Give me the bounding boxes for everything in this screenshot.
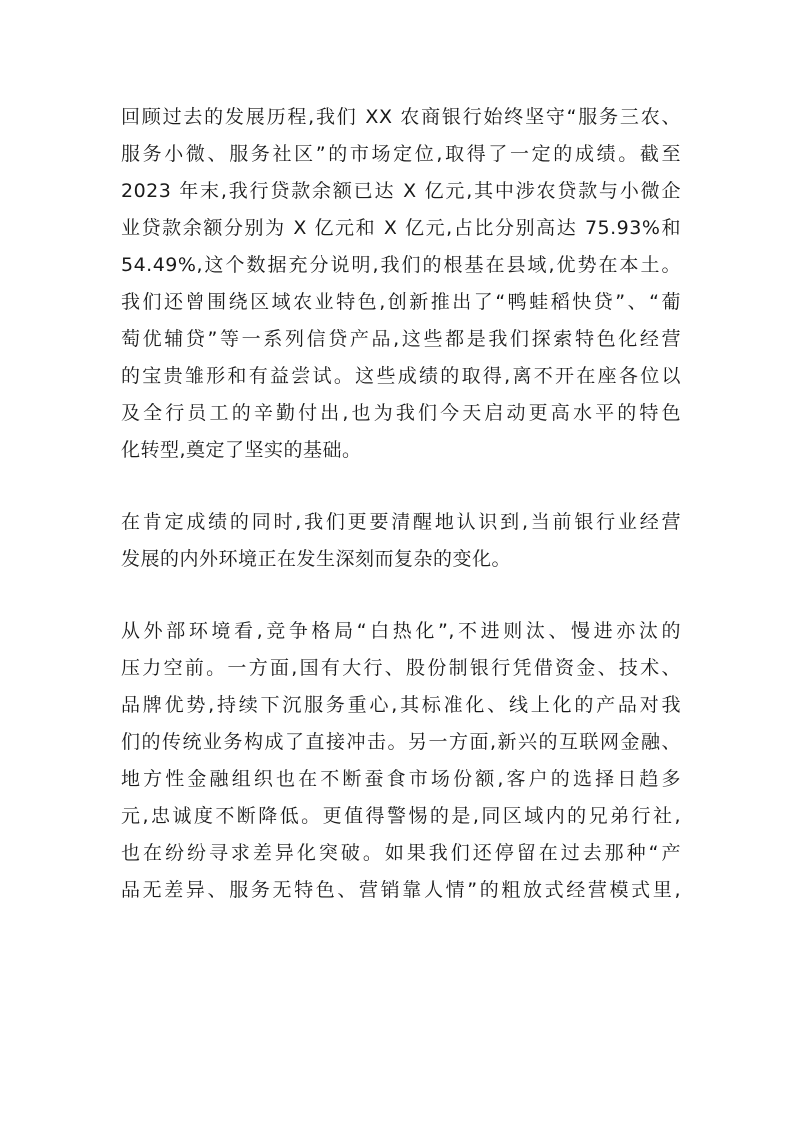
paragraph-spacer — [121, 469, 681, 504]
text-line: 们的传统业务构成了直接冲击。另一方面,新兴的互联网金融、 — [121, 731, 681, 753]
text-line: 也在纷纷寻求差异化突破。如果我们还停留在过去那种“产 — [121, 842, 681, 864]
text-line: 发展的内外环境正在发生深刻而复杂的变化。 — [121, 548, 512, 570]
text-line: 业贷款余额分别为 X 亿元和 X 亿元,占比分别高达 75.93%和 — [121, 217, 681, 239]
text-line: 2023 年末,我行贷款余额已达 X 亿元,其中涉农贷款与小微企 — [121, 180, 681, 202]
text-line: 品牌优势,持续下沉服务重心,其标准化、线上化的产品对我 — [121, 694, 681, 716]
text-line: 品无差异、服务无特色、营销靠人情”的粗放式经营模式里, — [121, 879, 681, 901]
text-line: 我们还曾围绕区域农业特色,创新推出了“鸭蛙稻快贷”、“葡 — [121, 291, 681, 313]
document-body — [121, 99, 681, 909]
text-line: 服务小微、服务社区”的市场定位,取得了一定的成绩。截至 — [121, 143, 681, 165]
paragraph-awareness — [121, 504, 681, 578]
text-line: 在肯定成绩的同时,我们更要清醒地认识到,当前银行业经营 — [121, 511, 681, 533]
text-line: 及全行员工的辛勤付出,也为我们今天启动更高水平的特色 — [121, 402, 681, 424]
text-line: 从外部环境看,竞争格局“白热化”,不进则汰、慢进亦汰的 — [121, 620, 681, 642]
text-line: 54.49%,这个数据充分说明,我们的根基在县域,优势在本土。 — [121, 254, 681, 276]
text-line: 地方性金融组织也在不断蚕食市场份额,客户的选择日趋多 — [121, 768, 681, 790]
paragraph-achievements — [121, 99, 681, 469]
text-line: 元,忠诚度不断降低。更值得警惕的是,同区域内的兄弟行社, — [121, 805, 681, 827]
text-line: 回顾过去的发展历程,我们 XX 农商银行始终坚守“服务三农、 — [121, 106, 681, 128]
text-line: 化转型,奠定了坚实的基础。 — [121, 439, 362, 461]
text-line: 萄优辅贷”等一系列信贷产品,这些都是我们探索特色化经营 — [121, 328, 681, 350]
paragraph-external-environment — [121, 613, 681, 909]
paragraph-spacer — [121, 578, 681, 613]
text-line: 压力空前。一方面,国有大行、股份制银行凭借资金、技术、 — [121, 657, 681, 679]
text-line: 的宝贵雏形和有益尝试。这些成绩的取得,离不开在座各位以 — [121, 365, 681, 387]
